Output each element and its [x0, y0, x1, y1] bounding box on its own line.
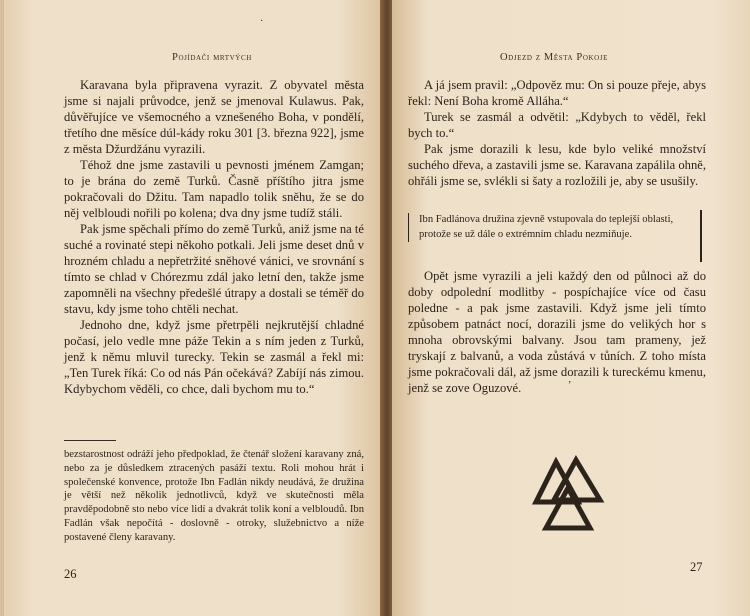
- speck: ·: [260, 16, 264, 27]
- paragraph: Téhož dne jsme zastavili u pevnosti jménem Zamgan; to je brána do země Turků. Časně příštího jitra jsme pokračovali do Džitu. Tam napadlo tolik sněhu, že se do něj velbloudi nořili po kolena; dva dny jsme tudíž stáli.: [64, 158, 364, 220]
- paragraph: A já jsem pravil: „Odpověz mu: On si pouze přeje, abys řekl: Není Boha kromě Alláha.“: [408, 78, 706, 108]
- paragraph: Pak jsme dorazili k lesu, kde bylo veliké množství suchého dřeva, a zastavili jsme se. Karavana zapálila ohně, ohřáli jsme se, svlékli si šaty a rozložili je, aby se usušily.: [408, 142, 706, 188]
- footnote: [64, 448, 364, 545]
- paragraph: Opět jsme vyrazili a jeli každý den od půlnoci až do doby odpolední modlitby - pospíchajíce více od času poledne - a pak jsme zastavili. Když jsme jeli tímto způsobem patnáct nocí, dorazili jsme do velikých hor s mnoha obrovskými balvany. Jsou tam prameny, jež tryskají z balvanů, a voda zůstává v tůních. Z toho místa jsme pokračovali dál, až jsme dorazili k tureckému kmenu, jenž se zove Oguzové.: [408, 269, 706, 395]
- sidebar-note: [408, 213, 701, 242]
- right-running-header: Odjezd z Města Pokoje: [500, 52, 609, 63]
- interlocked-triangles-icon: [532, 454, 612, 534]
- footnote-text: bezstarostnost odráží jeho předpoklad, že čtenář složení karavany zná, nebo za je důsledkem ztracených pasáží textu. Roli mohou hrát i společenské konvence, protože Ibn Fadlán nikdy neudává, že družina je větší než několik jednotlivců, když ve skutečnosti měla pravděpodobně sto nebo více lidí a dvakrát tolik koní a velbloudů. Ibn Fadlán však nepočítá - doslovně - otroky, služebnictvo a níže postavené členy karavany.: [64, 449, 364, 543]
- paragraph: Pak jsme spěchali přímo do země Turků, aniž jsme na té suché a rovinaté stepi někoho potkali. Jeli jsme deset dnů v hrozném chladu a nepřetržité sněhové vánici, ve srovnání s tímto se chlad v Chórezmu zdál jako letní den, takže jsme zapomněli na všechny předešlé útrapy a dostali se téměř do stavu, kdy jsme toho chtěli nechat.: [64, 222, 364, 316]
- left-page: [4, 0, 382, 616]
- paragraph: Jednoho dne, když jsme přetrpěli nejkrutější chladné počasí, jelo vedle mne páže Tekin a s ním jeden z Turků, jenž k němu mluvil turecky. Tekin se zasmál a řekl mi: „Ten Turek říká: Co od nás Pán očekává? Zabíjí nás zimou. Kdybychom věděli, co chce, dali bychom mu to.“: [64, 318, 364, 396]
- paragraph: Karavana byla připravena vyrazit. Z obyvatel města jsme si najali průvodce, jenž se jmenoval Kulawus. Pak, důvěřujíce ve všemocného a vznešeného Boha, v pondělí, třetího dne měsíce dúl-kády roku 301 [3. března 922], jsme z města Džurdžánu vyrazili.: [64, 78, 364, 156]
- left-body-text: [64, 77, 364, 397]
- paragraph: Turek se zasmál a odvětil: „Kdybych to věděl, řekl bych to.“: [408, 110, 706, 140]
- footnote-rule: [64, 440, 116, 441]
- page-number-left: 26: [64, 567, 77, 581]
- sidebar-note-text: Ibn Fadlánova družina zjevně vstupovala do teplejší oblasti, protože se už dále o extrémním chladu nezmiňuje.: [419, 214, 674, 240]
- right-page: [392, 0, 750, 616]
- speck: ʼ: [568, 380, 572, 391]
- right-body-text-continued: [408, 268, 706, 396]
- sidebar-note-right-rule: [700, 210, 702, 262]
- left-running-header: Pojídači mrtvých: [172, 52, 252, 63]
- right-body-text: [408, 77, 706, 189]
- page-number-right: 27: [690, 560, 703, 574]
